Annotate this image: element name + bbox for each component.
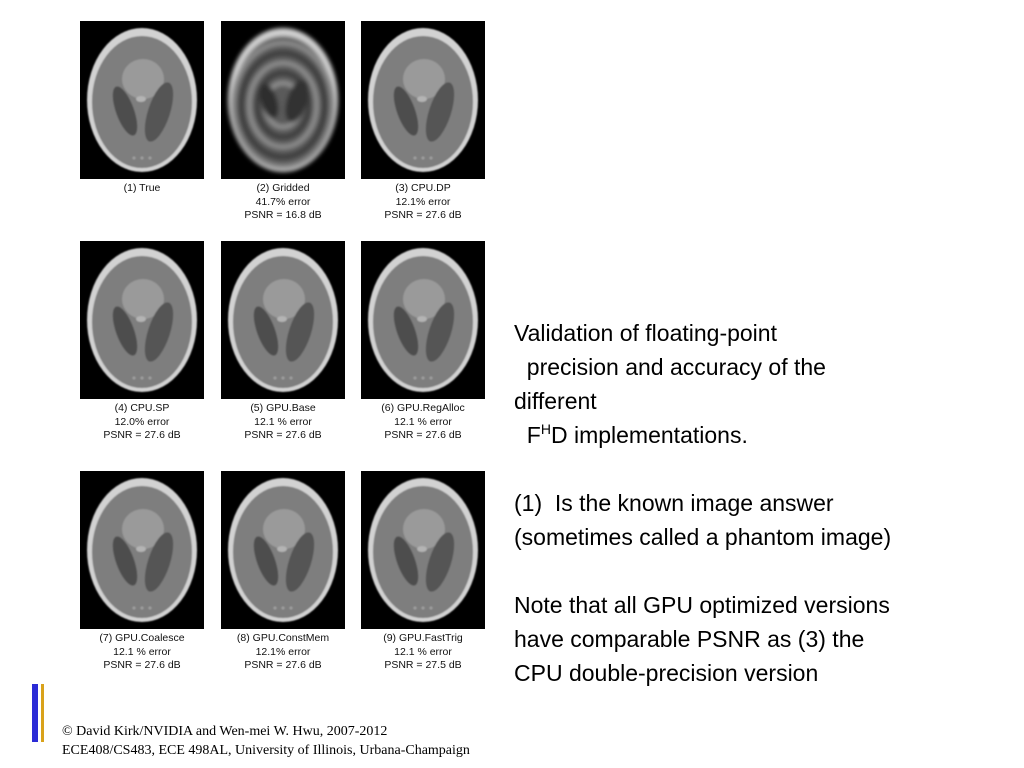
- caption-line: 41.7% error: [255, 195, 311, 208]
- caption-line: 12.1 % error: [394, 645, 452, 658]
- footer: [62, 722, 470, 760]
- phantom-image: [80, 241, 204, 399]
- caption-line: 12.1% error: [395, 195, 451, 208]
- panel-caption: [80, 182, 204, 196]
- phantom-svg: [80, 241, 204, 399]
- phantom-panel-7: [80, 471, 204, 673]
- caption-line: (2) Gridded: [256, 182, 310, 194]
- caption-line: PSNR = 27.5 dB: [384, 659, 462, 671]
- phantom-panel-9: [361, 471, 485, 673]
- phantom-svg: [361, 471, 485, 629]
- caption-line: PSNR = 27.6 dB: [384, 429, 462, 441]
- phantom-svg: [361, 21, 485, 179]
- panel-caption: [221, 182, 345, 223]
- phantom-panel-5: [221, 241, 345, 443]
- caption-line: (7) GPU.Coalesce: [99, 632, 185, 644]
- slide-body-text: [514, 316, 1014, 690]
- phantom-svg: [361, 241, 485, 399]
- caption-line: (3) CPU.DP: [395, 182, 451, 194]
- caption-line: 12.0% error: [114, 415, 170, 428]
- phantom-svg: [221, 241, 345, 399]
- phantom-panel-4: [80, 241, 204, 443]
- caption-line: (4) CPU.SP: [114, 402, 170, 414]
- accent-bar-blue: [32, 684, 38, 742]
- caption-line: (1) True: [123, 182, 161, 194]
- phantom-image: [361, 471, 485, 629]
- body-line: (sometimes called a phantom image): [514, 524, 892, 550]
- body-line: Validation of floating-point: [514, 320, 777, 346]
- panel-caption: [221, 402, 345, 443]
- caption-line: (6) GPU.RegAlloc: [381, 402, 465, 414]
- panel-caption: [80, 402, 204, 443]
- phantom-svg: [80, 471, 204, 629]
- caption-line: 12.1 % error: [254, 415, 312, 428]
- caption-line: (8) GPU.ConstMem: [236, 632, 330, 644]
- body-line: Note that all GPU optimized versions: [514, 592, 890, 618]
- phantom-image: [361, 241, 485, 399]
- phantom-svg: [80, 21, 204, 179]
- caption-line: PSNR = 27.6 dB: [244, 659, 322, 671]
- phantom-panel-6: [361, 241, 485, 443]
- phantom-image: [221, 241, 345, 399]
- caption-line: PSNR = 27.6 dB: [244, 429, 322, 441]
- body-line: have comparable PSNR as (3) the: [514, 626, 865, 652]
- phantom-image: [80, 21, 204, 179]
- footer-course: ECE408/CS483, ECE 498AL, University of Illinois, Urbana-Champaign: [62, 743, 470, 758]
- phantom-panel-3: [361, 21, 485, 223]
- phantom-image: [80, 471, 204, 629]
- caption-line: 12.1% error: [255, 645, 311, 658]
- caption-line: 12.1 % error: [113, 645, 171, 658]
- caption-line: PSNR = 27.6 dB: [103, 429, 181, 441]
- accent-bar-gold: [41, 684, 44, 742]
- caption-line: 12.1 % error: [394, 415, 452, 428]
- fhd-superscript: H: [540, 421, 551, 437]
- panel-caption: [221, 632, 345, 673]
- phantom-image: [361, 21, 485, 179]
- caption-line: PSNR = 27.6 dB: [384, 209, 462, 221]
- caption-line: (5) GPU.Base: [250, 402, 316, 414]
- body-line: (1) Is the known image answer: [514, 490, 834, 516]
- panel-caption: [361, 632, 485, 673]
- phantom-svg: [221, 471, 345, 629]
- panel-caption: [361, 402, 485, 443]
- fhd-prefix: F: [514, 422, 541, 448]
- body-line-fhd: [514, 418, 1014, 452]
- phantom-svg: [221, 21, 345, 179]
- body-line: different: [514, 388, 597, 414]
- body-line: precision and accuracy of the: [514, 354, 826, 380]
- panel-caption: [361, 182, 485, 223]
- phantom-image: [221, 471, 345, 629]
- phantom-panel-1: [80, 21, 204, 196]
- panel-caption: [80, 632, 204, 673]
- phantom-image: [221, 21, 345, 179]
- body-line: CPU double-precision version: [514, 660, 819, 686]
- caption-line: (9) GPU.FastTrig: [383, 632, 463, 644]
- fhd-suffix: D implementations.: [550, 422, 748, 448]
- phantom-panel-2: [221, 21, 345, 223]
- footer-copyright: © David Kirk/NVIDIA and Wen-mei W. Hwu, 2007-2012: [62, 724, 388, 739]
- caption-line: PSNR = 27.6 dB: [103, 659, 181, 671]
- phantom-panel-8: [221, 471, 345, 673]
- caption-line: PSNR = 16.8 dB: [244, 209, 322, 221]
